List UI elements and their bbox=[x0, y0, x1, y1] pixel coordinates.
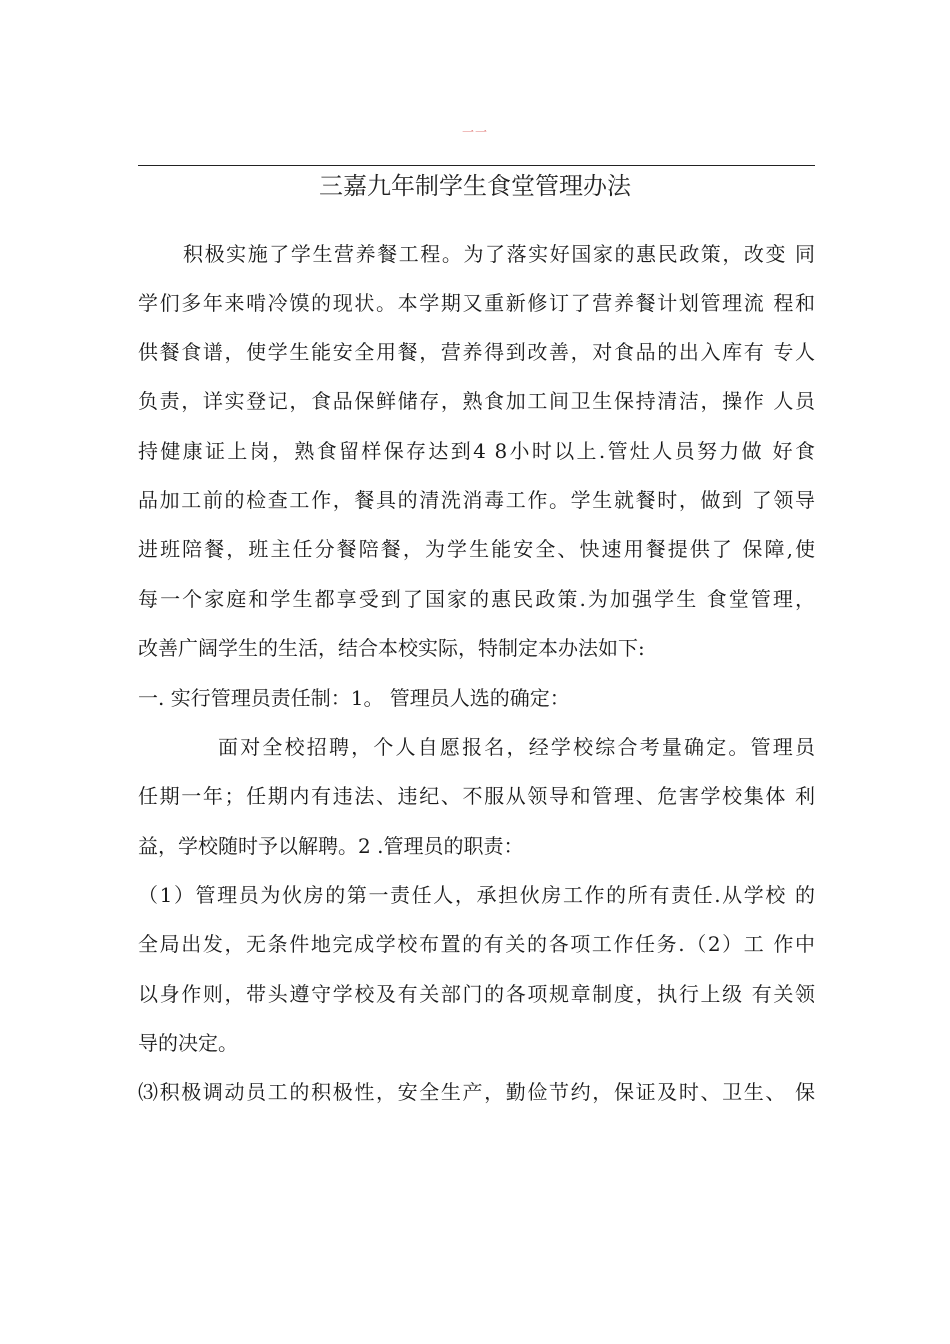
text-line: 全局出发，无条件地完成学校布置的有关的各项工作任务.（2）工 作中 bbox=[138, 932, 815, 956]
header-rule bbox=[138, 165, 815, 166]
text-line: 每一个家庭和学生都享受到了国家的惠民政策.为加强学生 食堂管理， bbox=[138, 587, 815, 611]
text-line: 进班陪餐，班主任分餐陪餐，为学生能安全、快速用餐提供了 保障,使 bbox=[138, 537, 815, 561]
text-line: ⑶积极调动员工的积极性，安全生产，勤俭节约，保证及时、卫生、 保 bbox=[138, 1080, 815, 1104]
text-line: （1）管理员为伙房的第一责任人，承担伙房工作的所有责任.从学校 的 bbox=[138, 883, 815, 907]
text-line: 以身作则，带头遵守学校及有关部门的各项规章制度，执行上级 有关领 bbox=[138, 982, 815, 1006]
text-line: 品加工前的检查工作，餐具的清洗消毒工作。学生就餐时，做到 了领导 bbox=[138, 488, 815, 512]
text-line: 积极实施了学生营养餐工程。为了落实好国家的惠民政策，改变 同 bbox=[183, 242, 815, 266]
text-line: 益，学校随时予以解聘。2 .管理员的职责： bbox=[138, 834, 524, 858]
text-line: 改善广阔学生的生活，结合本校实际，特制定本办法如下: bbox=[138, 636, 645, 660]
text-line: 学们多年来啃冷馍的现状。本学期又重新修订了营养餐计划管理流 程和 bbox=[138, 291, 815, 315]
text-line: 持健康证上岗，熟食留样保存达到4 8小时以上.管灶人员努力做 好食 bbox=[138, 439, 815, 463]
header-mark: 一一 bbox=[461, 125, 488, 139]
text-line: 导的决定。 bbox=[138, 1031, 238, 1055]
text-line: 任期一年；任期内有违法、违纪、不服从领导和管理、危害学校集体 利 bbox=[138, 784, 815, 808]
page-title: 三嘉九年制学生食堂管理办法 bbox=[319, 172, 631, 200]
text-line: 供餐食谱，使学生能安全用餐，营养得到改善，对食品的出入库有 专人 bbox=[138, 340, 815, 364]
text-line: 面对全校招聘，个人自愿报名，经学校综合考量确定。管理员 bbox=[218, 735, 815, 759]
section-heading: 一. 实行管理员责任制：1。 管理员人选的确定： bbox=[138, 686, 570, 710]
text-line: 负责，详实登记，食品保鲜储存，熟食加工间卫生保持清洁，操作 人员 bbox=[138, 389, 815, 413]
